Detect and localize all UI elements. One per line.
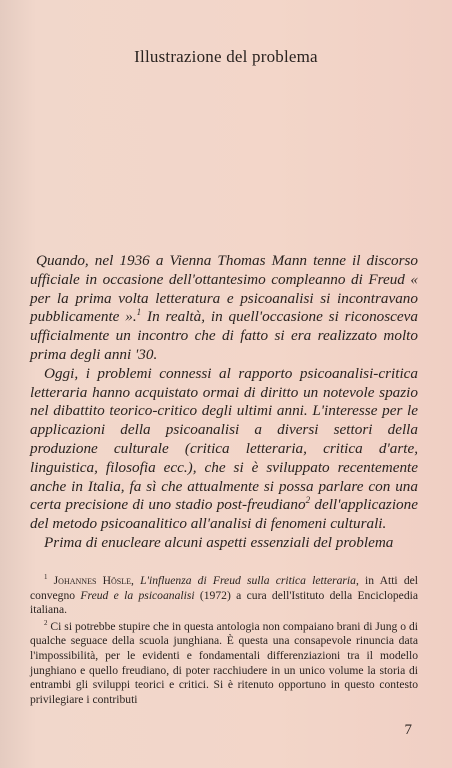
footnote-2: [30, 620, 418, 708]
footnote-ref-1: 1: [136, 307, 142, 318]
footnote-1-author: Johannes Hösle: [53, 574, 131, 587]
body-text: [30, 252, 418, 553]
chapter-title: Illustrazione del problema: [134, 47, 318, 66]
footnote-1-sep: ,: [130, 574, 141, 587]
footnote-1-title: L'influenza di Freud sulla critica letteraria: [140, 574, 356, 587]
paragraph-2: [30, 365, 418, 534]
footnote-1-number: 1: [44, 573, 48, 582]
paragraph-1-text-a: Quando, nel 1936 a Vienna Thomas Mann tenne il discorso ufficiale in occasione dell'ottantesimo compleanno di Freud « per la prima volta letteratura e psicoanalisi si incontravano pubblicamente ».: [30, 252, 418, 326]
footnote-2-number: 2: [44, 618, 48, 627]
footnotes: [30, 574, 418, 709]
paragraph-1-text-b: In realtà, in quell'occasione si riconosceva ufficialmente un incontro che di fatto si era realizzato molto prima degli anni '30.: [30, 308, 418, 363]
page-number: 7: [404, 722, 412, 738]
footnote-ref-2: 2: [305, 495, 311, 506]
footnote-1-convegno: Freud e la psicoanalisi: [80, 588, 195, 602]
paragraph-2-text-b: dell'applicazione del metodo psicoanalitico all'analisi di fenomeni culturali.: [30, 496, 418, 533]
paragraph-3: Prima di enucleare alcuni aspetti essenziali del problema: [44, 533, 394, 551]
footnote-1-mid: , in Atti del convegno: [30, 574, 418, 602]
paragraph-1: [30, 252, 418, 365]
footnote-1-end: (1972) a cura dell'Istituto della Enciclopedia italiana.: [30, 588, 418, 617]
footnote-1: [30, 574, 418, 618]
footnote-2-text: Ci si potrebbe stupire che in questa antologia non compaiano brani di Jung o di qualche seguace della scuola junghiana. È questa una consapevole rinuncia data l'impossibilità, per le evidenti e fondamentali differenziazioni tra il modello junghiano e quello freudiano, di poter racchiudere in un unico volume la storia di entrambi gli sviluppi teorici e critici. Si è ritenuto opportuno in questo contesto privilegiare i contributi: [30, 619, 418, 706]
paragraph-2-text-a: Oggi, i problemi connessi al rapporto psicoanalisi-critica letteraria hanno acquistato ormai di diritto un notevole spazio nel dibattito teorico-critico degli ultimi anni. L'interesse per le applicazioni della psicoanalisi a diversi settori della produzione culturale (critica letteraria, critica d'arte, linguistica, filosofia ecc.), che si è sviluppato recentemente anche in Italia, fa sì che attualmente si possa parlare con una certa precisione di uno stadio post-freudiano: [30, 364, 418, 514]
